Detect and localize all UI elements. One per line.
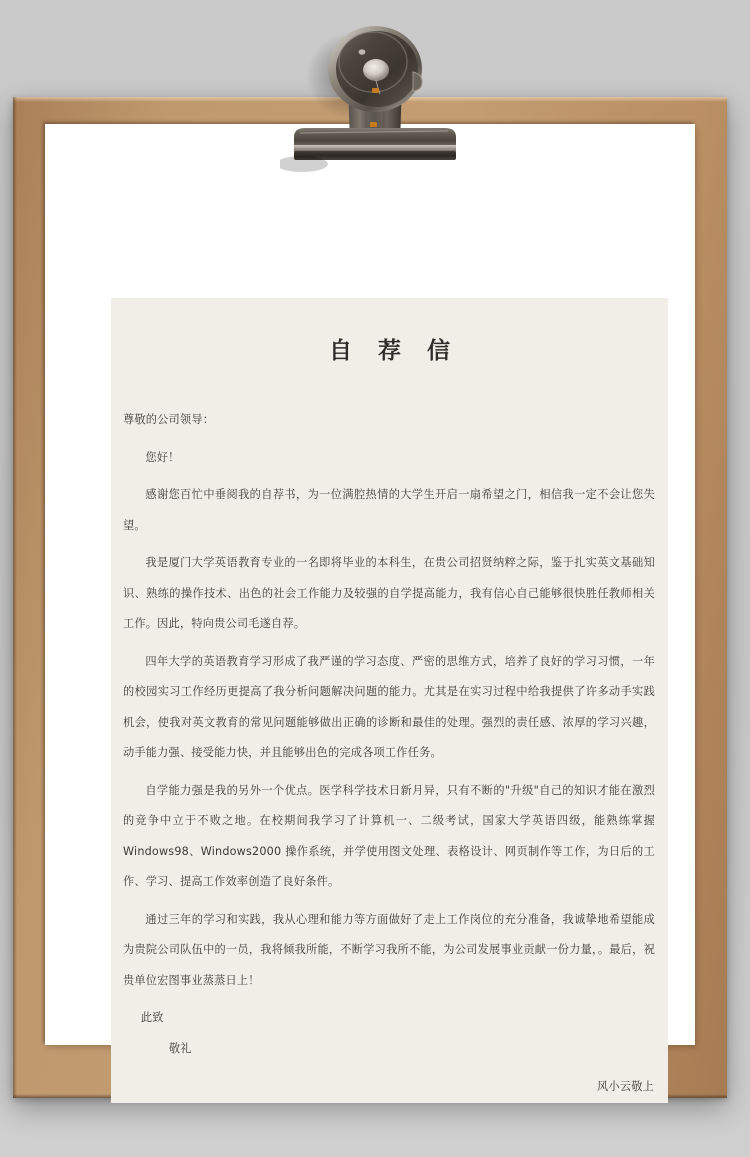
clipboard-board	[13, 97, 727, 1098]
body-paragraph-2: 我是厦门大学英语教育专业的一名即将毕业的本科生，在贵公司招贤纳粹之际，鉴于扎实英文基础知识、熟练的操作技术、出色的社会工作能力及较强的自学提高能力，我有信心自己能够很快胜任教师相关工作。因此，特向贵公司毛遂自荐。	[123, 556, 655, 630]
document-page	[111, 298, 668, 1103]
document-body	[111, 405, 668, 1103]
body-paragraph-3: 四年大学的英语教育学习形成了我严谨的学习态度、严密的思维方式，培养了良好的学习习惯，一年的校园实习工作经历更提高了我分析问题解决问题的能力。尤其是在实习过程中给我提供了许多动手实践机会，使我对英文教育的常见问题能够做出正确的诊断和最佳的处理。强烈的责任感、浓厚的学习兴趣，动手能力强、接受能力快，并且能够出色的完成各项工作任务。	[123, 654, 655, 759]
board-top-highlight	[13, 97, 727, 102]
greeting-line: 您好！	[145, 450, 180, 464]
document-title: 自 荐 信	[328, 338, 459, 364]
signature-line: 风小云敬上	[597, 1080, 654, 1093]
body-paragraph-5: 通过三年的学习和实践，我从心理和能力等方面做好了走上工作岗位的充分准备，我诚挚地希望能成为贵院公司队伍中的一员，我将倾我所能，不断学习我所不能，为公司发展事业贡献一份力量，。最后，祝贵单位宏图事业蒸蒸日上！	[123, 912, 655, 987]
body-paragraph-4: 自学能力强是我的另外一个优点。医学科学技术日新月异，只有不断的"升级"自己的知识才能在激烈的竞争中立于不败之地。在校期间我学习了计算机一、二级考试，国家大学英语四级，能熟练掌握 Windows98、Windows2000 操作系统，并学使用图文处理、表格设计、网页制作等工作，为日后的工作、学习、提高工作效率创造了良好条件。	[123, 783, 655, 888]
closing-line-2: 敬礼	[168, 1041, 192, 1055]
body-paragraph-1: 感谢您百忙中垂阅我的自荐书，为一位满腔热情的大学生开启一扇希望之门，相信我一定不会让您失望。	[123, 488, 655, 532]
board-left-edge-shadow	[13, 97, 17, 1098]
closing-line-1: 此致	[140, 1011, 164, 1024]
paper-sheet	[45, 124, 695, 1093]
salutation-line: 尊敬的公司领导：	[123, 413, 215, 426]
